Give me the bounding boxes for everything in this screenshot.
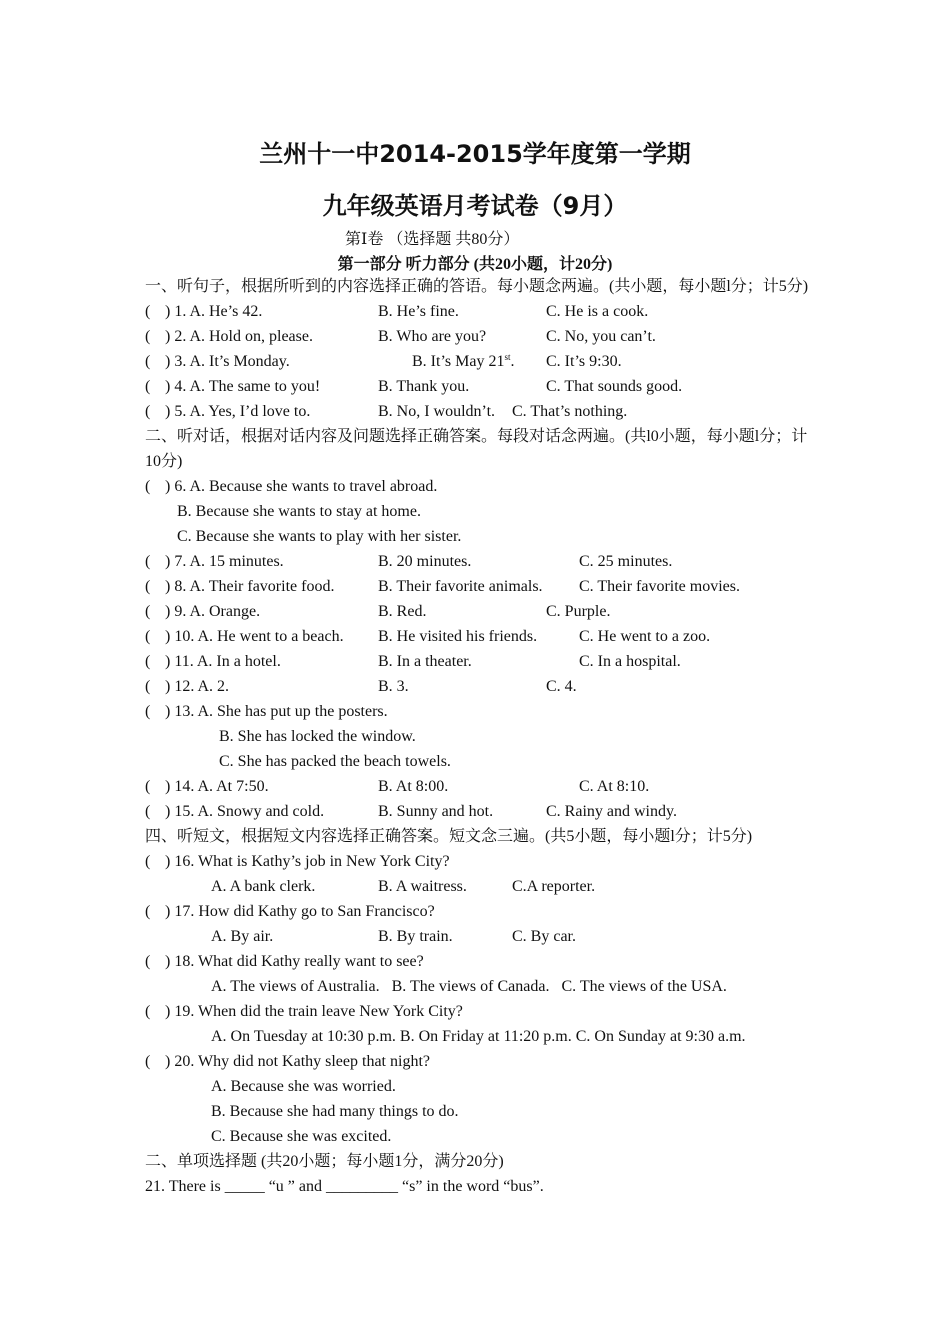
answer-paren: ( <box>145 803 151 820</box>
q6-option-b: B. Because she wants to stay at home. <box>177 503 421 520</box>
question-4 <box>145 374 810 399</box>
q5-option-b: B. No, I wouldn’t. <box>378 403 496 420</box>
q12-option-b: B. 3. <box>378 678 409 695</box>
answer-paren: ( <box>145 303 151 320</box>
answer-paren: ( <box>145 1053 151 1070</box>
question-5 <box>145 399 810 424</box>
answer-paren: ( <box>145 703 151 720</box>
exam-content <box>145 274 810 1199</box>
answer-paren: ( <box>145 778 151 795</box>
q15-option-b: B. Sunny and hot. <box>378 803 494 820</box>
q12-option-a: ) 12. A. 2. <box>165 678 229 695</box>
q13-option-b: B. She has locked the window. <box>219 728 416 745</box>
q17-option-b: B. By train. <box>378 928 453 945</box>
question-13-b <box>145 724 810 749</box>
q3-option-c: C. It’s 9:30. <box>546 353 622 370</box>
part1-heading: 第一部分 听力部分 (共20小题，计20分) <box>337 256 613 273</box>
q9-option-c: C. Purple. <box>546 603 611 620</box>
q16-option-a: A. A bank clerk. <box>211 878 316 895</box>
question-15 <box>145 799 810 824</box>
q1-option-a: ) 1. A. He’s 42. <box>165 303 263 320</box>
q13-option-a: ) 13. A. She has put up the posters. <box>165 703 388 720</box>
answer-paren: ( <box>145 478 151 495</box>
q14-option-c: C. At 8:10. <box>579 778 650 795</box>
q4-option-c: C. That sounds good. <box>546 378 683 395</box>
q17-option-c: C. By car. <box>512 928 576 945</box>
section1-instruction: 一、听句子，根据所听到的内容选择正确的答语。每小题念两遍。(共小题，每小题l分；计5分) <box>145 278 809 295</box>
q18-question: ) 18. What did Kathy really want to see? <box>165 953 424 970</box>
answer-paren: ( <box>145 378 151 395</box>
question-16-options <box>145 874 810 899</box>
answer-paren: ( <box>145 578 151 595</box>
q18-options: A. The views of Australia. B. The views of Canada. C. The views of the USA. <box>211 978 727 995</box>
answer-paren: ( <box>145 403 151 420</box>
q19-question: ) 19. When did the train leave New York City? <box>165 1003 463 1020</box>
answer-paren: ( <box>145 628 151 645</box>
answer-paren: ( <box>145 603 151 620</box>
question-8 <box>145 574 810 599</box>
question-6 <box>145 474 810 499</box>
single-choice-instruction: 二、单项选择题 (共20小题；每小题1分，满分20分) <box>145 1153 504 1170</box>
answer-paren: ( <box>145 553 151 570</box>
question-9 <box>145 599 810 624</box>
q20-option-b: B. Because she had many things to do. <box>211 1103 459 1120</box>
question-17 <box>145 899 810 924</box>
q1-option-c: C. He is a cook. <box>546 303 649 320</box>
answer-paren: ( <box>145 328 151 345</box>
question-20-a <box>145 1074 810 1099</box>
q7-option-b: B. 20 minutes. <box>378 553 472 570</box>
question-14 <box>145 774 810 799</box>
q19-options: A. On Tuesday at 10:30 p.m. B. On Friday at 11:20 p.m. C. On Sunday at 9:30 a.m. <box>211 1028 746 1045</box>
q12-option-c: C. 4. <box>546 678 577 695</box>
question-13-c <box>145 749 810 774</box>
question-19 <box>145 999 810 1024</box>
q15-option-c: C. Rainy and windy. <box>546 803 677 820</box>
q9-option-a: ) 9. A. Orange. <box>165 603 261 620</box>
q3-option-a: ) 3. A. It’s Monday. <box>165 353 290 370</box>
question-7 <box>145 549 810 574</box>
question-6-c <box>145 524 810 549</box>
q16-question: ) 16. What is Kathy’s job in New York City? <box>165 853 450 870</box>
q7-option-a: ) 7. A. 15 minutes. <box>165 553 284 570</box>
q17-question: ) 17. How did Kathy go to San Francisco? <box>165 903 435 920</box>
question-12 <box>145 674 810 699</box>
q5-option-c: C. That’s nothing. <box>512 403 628 420</box>
exam-title-line2: 九年级英语月考试卷（9月） <box>322 192 628 220</box>
q14-option-b: B. At 8:00. <box>378 778 449 795</box>
q11-option-c: C. In a hospital. <box>579 653 681 670</box>
q16-option-c: C.A reporter. <box>512 878 596 895</box>
q7-option-c: C. 25 minutes. <box>579 553 673 570</box>
q2-option-a: ) 2. A. Hold on, please. <box>165 328 313 345</box>
q4-option-a: ) 4. A. The same to you! <box>165 378 321 395</box>
q6-option-a: ) 6. A. Because she wants to travel abroad. <box>165 478 438 495</box>
question-6-b <box>145 499 810 524</box>
q15-option-a: ) 15. A. Snowy and cold. <box>165 803 325 820</box>
question-17-options <box>145 924 810 949</box>
answer-paren: ( <box>145 653 151 670</box>
q8-option-b: B. Their favorite animals. <box>378 578 543 595</box>
q5-option-a: ) 5. A. Yes, I’d love to. <box>165 403 311 420</box>
q2-option-b: B. Who are you? <box>378 328 487 345</box>
exam-title-line1: 兰州十一中2014-2015学年度第一学期 <box>259 140 691 168</box>
answer-paren: ( <box>145 903 151 920</box>
question-3 <box>145 349 810 374</box>
question-10 <box>145 624 810 649</box>
answer-paren: ( <box>145 678 151 695</box>
q16-option-b: B. A waitress. <box>378 878 467 895</box>
answer-paren: ( <box>145 953 151 970</box>
question-20-b <box>145 1099 810 1124</box>
q4-option-b: B. Thank you. <box>378 378 470 395</box>
q8-option-a: ) 8. A. Their favorite food. <box>165 578 335 595</box>
q6-option-c: C. Because she wants to play with her sister. <box>177 528 462 545</box>
question-20-c <box>145 1124 810 1149</box>
q11-option-a: ) 11. A. In a hotel. <box>165 653 281 670</box>
q14-option-a: ) 14. A. At 7:50. <box>165 778 269 795</box>
section4-instruction: 四、听短文，根据短文内容选择正确答案。短文念三遍。(共5小题，每小题l分；计5分) <box>145 828 753 845</box>
q20-option-c: C. Because she was excited. <box>211 1128 392 1145</box>
question-20 <box>145 1049 810 1074</box>
q11-option-b: B. In a theater. <box>378 653 472 670</box>
question-21: 21. There is _____ “u ” and _________ “s” in the word “bus”. <box>145 1178 544 1195</box>
q9-option-b: B. Red. <box>378 603 427 620</box>
q20-option-a: A. Because she was worried. <box>211 1078 396 1095</box>
q20-question: ) 20. Why did not Kathy sleep that night? <box>165 1053 430 1070</box>
q10-option-b: B. He visited his friends. <box>378 628 538 645</box>
volume-heading: 第Ⅰ卷 （选择题 共80分） <box>345 231 520 248</box>
q8-option-c: C. Their favorite movies. <box>579 578 740 595</box>
q2-option-c: C. No, you can’t. <box>546 328 656 345</box>
q1-option-b: B. He’s fine. <box>378 303 459 320</box>
q3-option-b: B. It’s May 21st. <box>412 352 515 370</box>
q10-option-a: ) 10. A. He went to a beach. <box>165 628 344 645</box>
q13-option-c: C. She has packed the beach towels. <box>219 753 451 770</box>
question-2 <box>145 324 810 349</box>
q10-option-c: C. He went to a zoo. <box>579 628 711 645</box>
q17-option-a: A. By air. <box>211 928 274 945</box>
section2-instruction: 二、听对话，根据对话内容及问题选择正确答案。每段对话念两遍。(共l0小题，每小题l分；计10分) <box>145 428 808 470</box>
question-1 <box>145 299 810 324</box>
question-13 <box>145 699 810 724</box>
question-11 <box>145 649 810 674</box>
question-18-options <box>145 974 810 999</box>
question-18 <box>145 949 810 974</box>
question-19-options <box>145 1024 810 1049</box>
answer-paren: ( <box>145 353 151 370</box>
answer-paren: ( <box>145 853 151 870</box>
answer-paren: ( <box>145 1003 151 1020</box>
question-16 <box>145 849 810 874</box>
